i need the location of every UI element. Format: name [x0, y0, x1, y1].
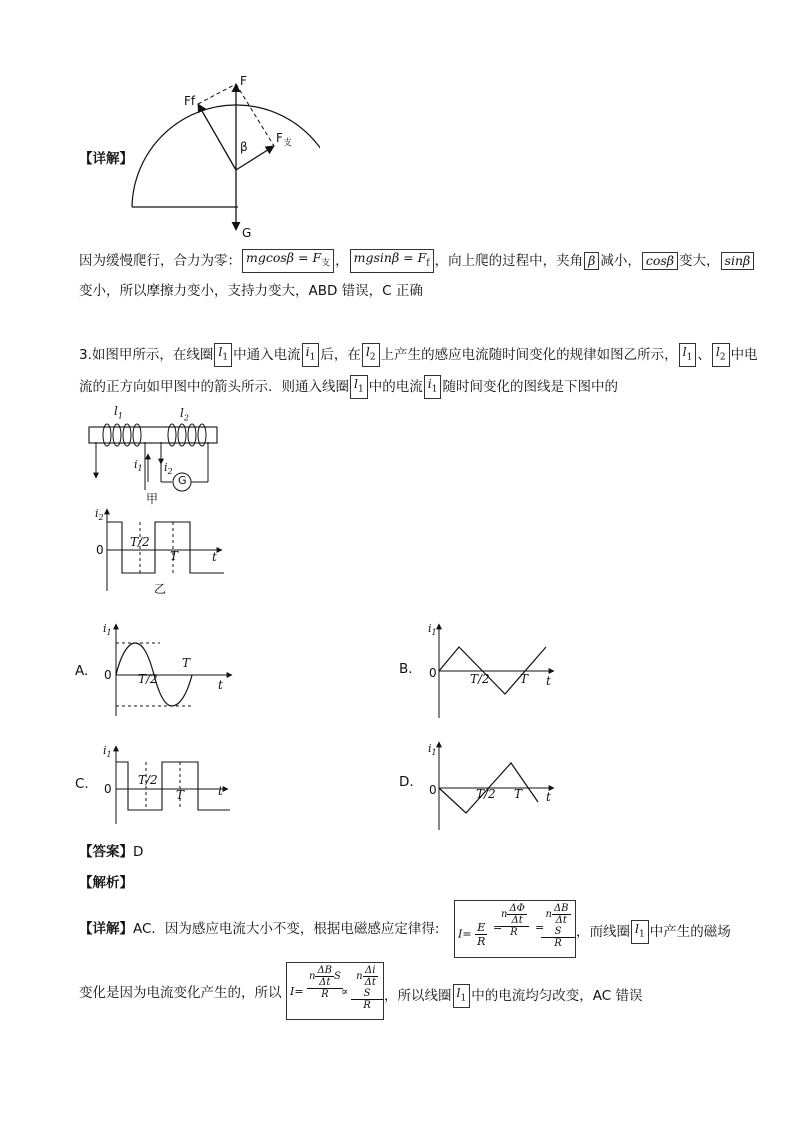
- option-D-xlabel: t: [546, 790, 551, 804]
- section-label: 【详解】: [79, 151, 133, 167]
- formula2-box: I= n $\frac{\Delta B}{\Delta t}$ S R ∝ n $\frac{\Delta i}{\Delta t}$ S R: [286, 962, 384, 1020]
- analysis-label: 【解析】: [79, 875, 133, 891]
- option-C-square: [116, 762, 230, 810]
- formula1-box: I= $\frac{E}{R}$ n $\frac{\Delta\Phi}{\Delta t}$ R = = n $\frac{\Delta B}{\Delta t}$ S R: [454, 900, 576, 958]
- yi-caption: 乙: [154, 582, 167, 596]
- detail2-line1-tail: ，而线圈 $l_1$ 中产生的磁场: [576, 920, 731, 944]
- detail2-line2-head: 变化是因为电流变化产生的，所以: [79, 985, 282, 1001]
- question-line2: 流的正方向如甲图中的箭头所示．则通入线圈 $l_1$ 中的电流 $i_1$ 随时间变化的图线是下图中的: [79, 375, 618, 399]
- eq1-box: $mgcos\beta = F_支$: [242, 249, 334, 273]
- option-B-ylabel: $i_1$: [428, 622, 437, 638]
- explanation1-line1: 因为缓慢爬行，合力为零： $mgcos\beta = F_支$ ， $mgsin\beta = F_f$ ，向上爬的过程中，夹角 β 减小， cosβ 变大， sinβ: [79, 249, 755, 273]
- jia-l2: $l_2$: [180, 406, 189, 423]
- option-D-graph: [422, 738, 562, 833]
- force-diagram: [120, 70, 320, 245]
- yi-xlabel: t: [212, 550, 217, 564]
- hemisphere: [132, 105, 320, 207]
- question-line1: 3.如图甲所示，在线圈 $l_1$ 中通入电流 $i_1$ 后，在 $l_2$ 上产生的感应电流随时间变化的规律如图乙所示， $l_1$ 、 $l_2$ 中电: [79, 343, 758, 367]
- detail2-line2-tail: ，所以线圈 $l_1$ 中的电流均匀改变，AC 错误: [384, 984, 642, 1008]
- jia-i2: $i_2$: [164, 461, 173, 477]
- option-D-full: T: [514, 787, 523, 801]
- option-C-full: T: [176, 788, 185, 802]
- option-B-xlabel: t: [546, 674, 551, 688]
- jia-meter-label: G: [178, 474, 187, 487]
- beta-box: β: [584, 252, 599, 270]
- option-C-xlabel: t: [218, 784, 223, 798]
- answer-line: 【答案】D: [79, 844, 144, 860]
- option-A-full: T: [182, 656, 191, 670]
- option-C-origin: 0: [104, 782, 112, 796]
- yi-half: T/2: [130, 535, 150, 549]
- jia-l1: $l_1$: [114, 404, 123, 421]
- option-D-letter: D.: [399, 774, 414, 790]
- eq2-box: $mgsin\beta = F_f$: [350, 249, 434, 273]
- option-D-origin: 0: [429, 783, 437, 797]
- label-Ff: Ff: [184, 94, 196, 108]
- jia-i1: $i_1$: [134, 458, 143, 474]
- option-C-ylabel: $i_1$: [103, 744, 112, 760]
- figure-jia: [84, 402, 229, 502]
- label-Fsup: $F_支$: [276, 131, 292, 149]
- yi-curve: [107, 522, 224, 573]
- label-F: F: [240, 74, 247, 88]
- explanation1-line2: 变小，所以摩擦力变小，支持力变大，ABD 错误，C 正确: [79, 283, 423, 299]
- label-beta: β: [240, 140, 248, 154]
- option-D-ylabel: $i_1$: [428, 742, 437, 758]
- cos-box: cosβ: [642, 252, 678, 270]
- option-B-letter: B.: [399, 661, 413, 677]
- yi-full: T: [170, 549, 179, 563]
- option-D-half: T/2: [476, 787, 496, 801]
- sin-box: sinβ: [721, 252, 755, 270]
- option-A-origin: 0: [104, 668, 112, 682]
- option-C-letter: C.: [75, 776, 89, 792]
- option-A-graph: [100, 620, 240, 720]
- option-A-letter: A.: [75, 663, 89, 679]
- option-A-half: T/2: [138, 672, 158, 686]
- option-A-xlabel: t: [218, 678, 223, 692]
- option-B-origin: 0: [429, 666, 437, 680]
- detail2-text-a: 【详解】AC．因为感应电流大小不变，根据电磁感应定律得:: [79, 921, 440, 937]
- option-B-half: T/2: [470, 672, 490, 686]
- option-B-full: T: [520, 672, 529, 686]
- option-C-half: T/2: [138, 773, 158, 787]
- yi-origin: 0: [96, 543, 104, 557]
- label-G: G: [242, 226, 252, 240]
- option-B-graph: [422, 620, 562, 720]
- option-A-ylabel: $i_1$: [103, 622, 112, 638]
- jia-caption: 甲: [146, 492, 159, 506]
- yi-ylabel: $i_2$: [95, 507, 104, 523]
- force-Ff-arrow: [198, 104, 236, 170]
